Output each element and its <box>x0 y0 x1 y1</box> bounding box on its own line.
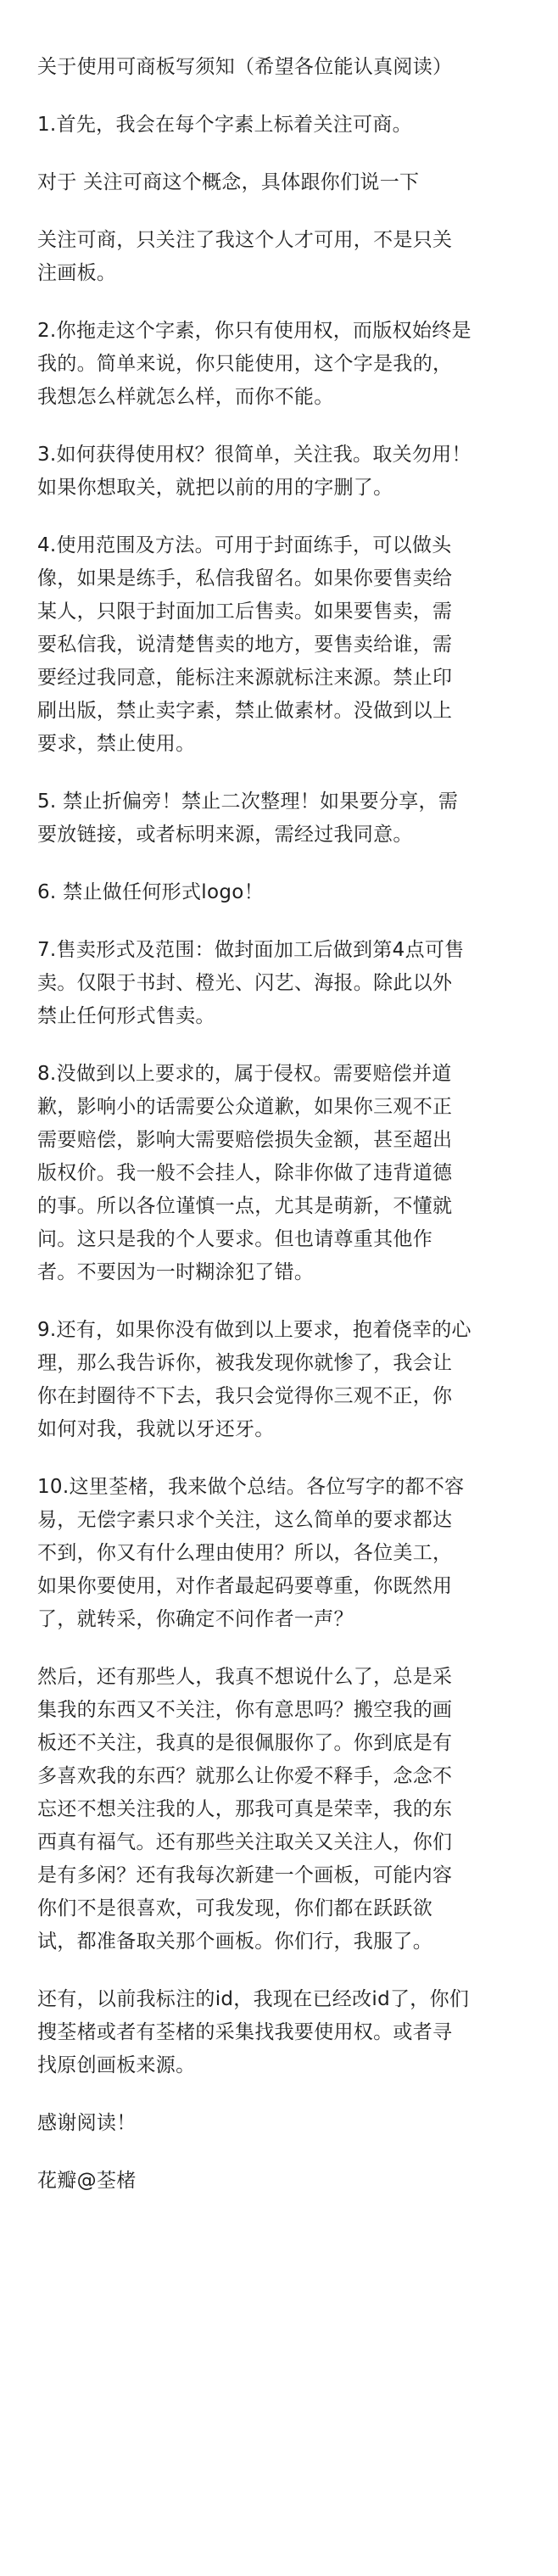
paragraph-line: 集我的东西又不关注，你有意思吗？搬空我的画 <box>37 1699 453 1721</box>
paragraph-line: 1.首先，我会在每个字素上标着关注可商。 <box>37 114 412 136</box>
paragraph <box>37 785 527 852</box>
paragraph <box>37 224 527 290</box>
paragraph-line: 如果你想取关，就把以前的用的字删了。 <box>37 477 393 499</box>
paragraph-line: 要私信我，说清楚售卖的地方，要售卖给谁，需 <box>37 634 453 656</box>
paragraph-line: 要放链接，或者标明来源，需经过我同意。 <box>37 824 413 846</box>
document-title: 关于使用可商板写须知（希望各位能认真阅读） <box>37 56 453 78</box>
paragraph <box>37 529 527 761</box>
paragraph-line: 8.没做到以上要求的，属于侵权。需要赔偿并道 <box>37 1063 452 1085</box>
paragraph-line: 你们不是很喜欢，可我发现，你们都在跃跃欲 <box>37 1897 432 1919</box>
paragraph-line: 5. 禁止折偏旁！禁止二次整理！如果要分享，需 <box>37 791 459 813</box>
paragraph-line: 你在封圈待不下去，我只会觉得你三观不正，你 <box>37 1385 453 1407</box>
paragraph <box>37 1661 527 1959</box>
paragraph-line: 对于 关注可商这个概念，具体跟你们说一下 <box>37 171 420 193</box>
paragraph-line: 者。不要因为一时糊涂犯了错。 <box>37 1261 315 1283</box>
paragraph-line: 6. 禁止做任何形式logo！ <box>37 881 264 903</box>
paragraph-line: 然后，还有那些人，我真不想说什么了，总是采 <box>37 1666 453 1688</box>
paragraph <box>37 439 527 505</box>
paragraph-list <box>37 109 527 2140</box>
paragraph <box>37 1983 527 2082</box>
paragraph-line: 10.这里荃楮，我来做个总结。各位写字的都不容 <box>37 1476 465 1498</box>
paragraph-line: 感谢阅读！ <box>37 2112 137 2134</box>
paragraph <box>37 2107 527 2140</box>
paragraph-line: 如何对我，我就以牙还牙。 <box>37 1418 275 1440</box>
paragraph-line: 歉，影响小的话需要公众道歉，如果你三观不正 <box>37 1096 453 1118</box>
paragraph-line: 需要赔偿，影响大需要赔偿损失金额，甚至超出 <box>37 1129 453 1151</box>
paragraph-line: 要经过我同意，能标注来源就标注来源。禁止印 <box>37 667 453 689</box>
paragraph-line: 注画板。 <box>37 262 117 284</box>
paragraph-line: 禁止任何形式售卖。 <box>37 1005 215 1027</box>
paragraph <box>37 934 527 1033</box>
paragraph-line: 了，就转采，你确定不问作者一声？ <box>37 1608 354 1630</box>
paragraph-line: 2.你拖走这个字素，你只有使用权，而版权始终是 <box>37 320 472 342</box>
paragraph-line: 要求，禁止使用。 <box>37 733 196 755</box>
paragraph <box>37 1314 527 1446</box>
paragraph <box>37 166 527 199</box>
paragraph-line: 4.使用范围及方法。可用于封面练手，可以做头 <box>37 534 452 556</box>
paragraph-line: 的事。所以各位谨慎一点，尤其是萌新，不懂就 <box>37 1195 453 1217</box>
paragraph <box>37 1471 527 1636</box>
paragraph-line: 理，那么我告诉你，被我发现你就惨了，我会让 <box>37 1352 453 1374</box>
paragraph-line: 板还不关注，我真的是很佩服你了。你到底是有 <box>37 1732 453 1754</box>
paragraph-line: 西真有福气。还有那些关注取关又关注人，你们 <box>37 1831 453 1853</box>
paragraph-line: 卖。仅限于书封、橙光、闪艺、海报。除此以外 <box>37 972 453 994</box>
signature: 花瓣@荃楮 <box>37 2170 137 2192</box>
paragraph-line: 版权价。我一般不会挂人，除非你做了违背道德 <box>37 1162 453 1184</box>
paragraph-line: 找原创画板来源。 <box>37 2054 196 2076</box>
paragraph-line: 易，无偿字素只求个关注，这么简单的要求都达 <box>37 1509 453 1531</box>
paragraph <box>37 1058 527 1289</box>
paragraph-line: 关注可商，只关注了我这个人才可用，不是只关 <box>37 229 453 251</box>
paragraph-line: 多喜欢我的东西？就那么让你爱不释手，念念不 <box>37 1765 453 1787</box>
paragraph-line: 忘还不想关注我的人，那我可真是荣幸，我的东 <box>37 1798 453 1820</box>
paragraph <box>37 876 527 909</box>
paragraph-line: 3.如何获得使用权？很简单，关注我。取关勿用！ <box>37 444 472 466</box>
paragraph-line: 像，如果是练手，私信我留名。如果你要售卖给 <box>37 567 453 590</box>
paragraph-line: 我想怎么样就怎么样，而你不能。 <box>37 386 334 408</box>
paragraph-line: 还有，以前我标注的id，我现在已经改id了，你们 <box>37 1988 470 2010</box>
paragraph-line: 7.售卖形式及范围：做封面加工后做到第4点可售 <box>37 939 465 961</box>
paragraph-line: 试，都准备取关那个画板。你们行，我服了。 <box>37 1931 432 1953</box>
paragraph-line: 不到，你又有什么理由使用？所以，各位美工， <box>37 1542 453 1564</box>
paragraph-line: 搜荃楮或者有荃楮的采集找我要使用权。或者寻 <box>37 2021 453 2043</box>
paragraph-line: 我的。简单来说，你只能使用，这个字是我的， <box>37 353 453 375</box>
paragraph-line: 问。这只是我的个人要求。但也请尊重其他作 <box>37 1228 432 1250</box>
paragraph-line: 是有多闲？还有我每次新建一个画板，可能内容 <box>37 1864 453 1886</box>
paragraph-line: 9.还有，如果你没有做到以上要求，抱着侥幸的心 <box>37 1319 472 1341</box>
paragraph <box>37 109 527 142</box>
paragraph <box>37 315 527 414</box>
paragraph-line: 刷出版，禁止卖字素，禁止做素材。没做到以上 <box>37 700 453 722</box>
paragraph-line: 某人，只限于封面加工后售卖。如果要售卖，需 <box>37 601 453 623</box>
paragraph-line: 如果你要使用，对作者最起码要尊重，你既然用 <box>37 1575 453 1597</box>
